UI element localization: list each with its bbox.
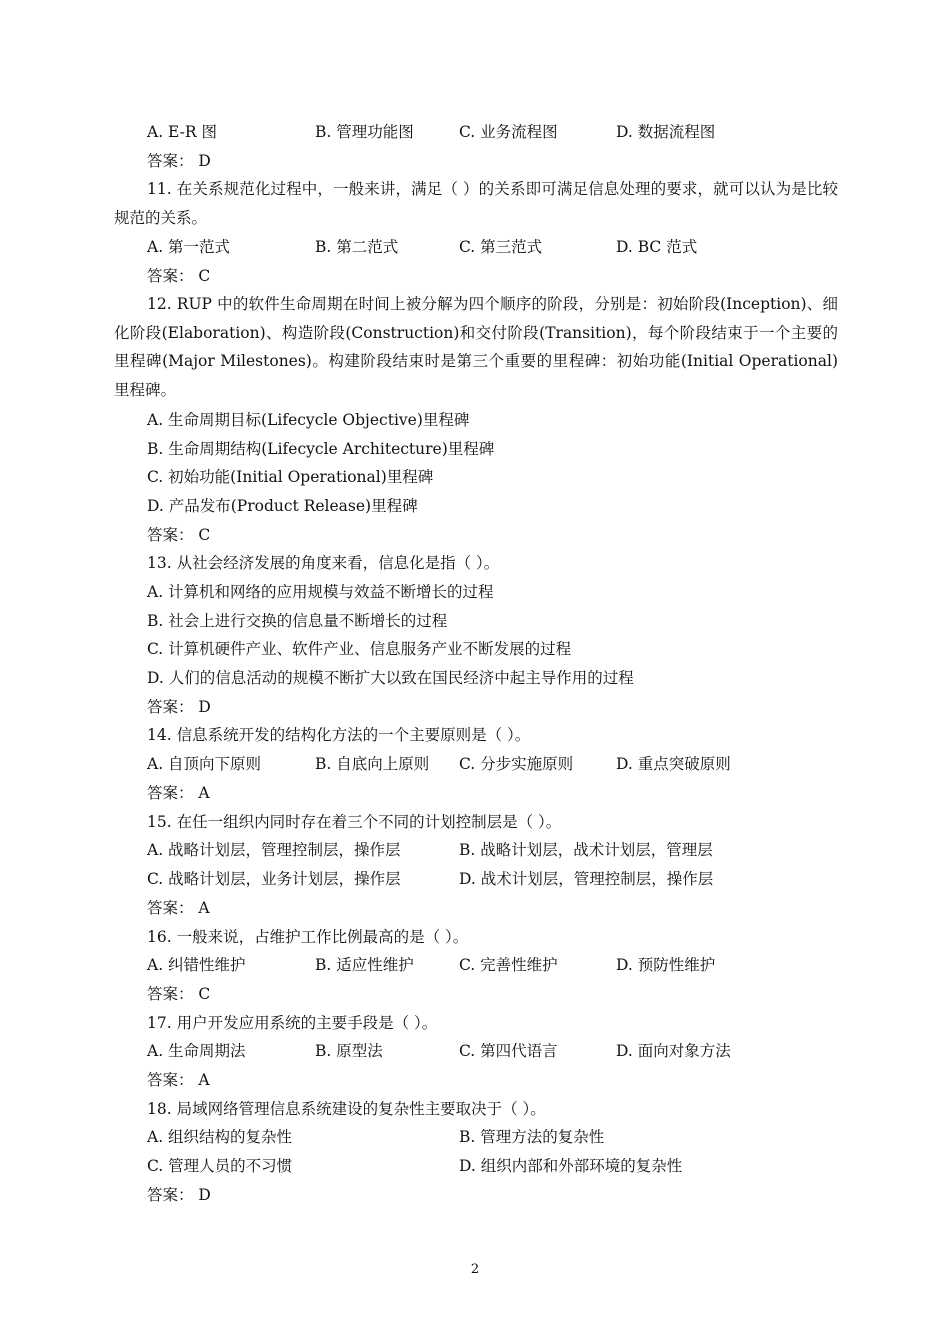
q15-stem: 15. 在任一组织内同时存在着三个不同的计划控制层是（ ）。 bbox=[147, 813, 562, 831]
q10-option-b: B. 管理功能图 bbox=[315, 123, 414, 141]
q18-option-d: D. 组织内部和外部环境的复杂性 bbox=[459, 1157, 683, 1175]
q12-answer: 答案： C bbox=[147, 526, 211, 544]
q18-stem: 18. 局域网络管理信息系统建设的复杂性主要取决于（ ）。 bbox=[147, 1100, 546, 1118]
q14-option-a: A. 自顶向下原则 bbox=[147, 755, 262, 773]
q15-answer: 答案： A bbox=[147, 899, 210, 917]
q18-option-c: C. 管理人员的不习惯 bbox=[147, 1157, 293, 1175]
q16-option-a: A. 纠错性维护 bbox=[147, 956, 246, 974]
q16-answer: 答案： C bbox=[147, 985, 211, 1003]
q12-stem: 12. RUP 中的软件生命周期在时间上被分解为四个顺序的阶段，分别是：初始阶段(Inception)、细化阶段(Elaboration)、构造阶段(Construction)和交付阶段(Transition)，每个阶段结束于一个主要的里程碑(Major Milestones)。构建阶段结束时是第三个重要的里程碑：初始功能(Initial Operational)里程碑。 bbox=[114, 295, 838, 400]
q11-option-c: C. 第三范式 bbox=[459, 238, 543, 256]
q11-stem: 11. 在关系规范化过程中，一般来讲，满足（ ）的关系即可满足信息处理的要求，就可以认为是比较规范的关系。 bbox=[114, 180, 838, 227]
q16-option-b: B. 适应性维护 bbox=[315, 956, 414, 974]
q14-option-b: B. 自底向上原则 bbox=[315, 755, 430, 773]
q15-option-c: C. 战略计划层，业务计划层，操作层 bbox=[147, 870, 401, 888]
q12-option-c: C. 初始功能(Initial Operational)里程碑 bbox=[147, 468, 434, 486]
q10-option-d: D. 数据流程图 bbox=[616, 123, 716, 141]
q10-option-c: C. 业务流程图 bbox=[459, 123, 558, 141]
q13-answer: 答案： D bbox=[147, 698, 211, 716]
q10-answer: 答案： D bbox=[147, 152, 211, 170]
q15-option-d: D. 战术计划层，管理控制层，操作层 bbox=[459, 870, 714, 888]
q17-stem: 17. 用户开发应用系统的主要手段是（ ）。 bbox=[147, 1014, 438, 1032]
q13-option-b: B. 社会上进行交换的信息量不断增长的过程 bbox=[147, 612, 448, 630]
q18-option-a: A. 组织结构的复杂性 bbox=[147, 1128, 293, 1146]
q13-option-d: D. 人们的信息活动的规模不断扩大以致在国民经济中起主导作用的过程 bbox=[147, 669, 634, 687]
q14-option-d: D. 重点突破原则 bbox=[616, 755, 731, 773]
page-number: 2 bbox=[470, 1262, 480, 1277]
q15-option-b: B. 战略计划层，战术计划层，管理层 bbox=[459, 841, 713, 859]
q12-option-b: B. 生命周期结构(Lifecycle Architecture)里程碑 bbox=[147, 440, 495, 458]
q18-answer: 答案： D bbox=[147, 1186, 211, 1204]
q15-option-a: A. 战略计划层，管理控制层，操作层 bbox=[147, 841, 401, 859]
q13-stem: 13. 从社会经济发展的角度来看，信息化是指（ ）。 bbox=[147, 554, 500, 572]
q11-option-d: D. BC 范式 bbox=[616, 238, 698, 256]
q17-answer: 答案： A bbox=[147, 1071, 210, 1089]
q14-answer: 答案： A bbox=[147, 784, 210, 802]
q16-option-d: D. 预防性维护 bbox=[616, 956, 716, 974]
q10-option-a: A. E-R 图 bbox=[147, 123, 217, 141]
q16-option-c: C. 完善性维护 bbox=[459, 956, 558, 974]
q17-option-d: D. 面向对象方法 bbox=[616, 1042, 731, 1060]
q17-option-b: B. 原型法 bbox=[315, 1042, 383, 1060]
q16-stem: 16. 一般来说，占维护工作比例最高的是（ ）。 bbox=[147, 928, 469, 946]
q14-option-c: C. 分步实施原则 bbox=[459, 755, 574, 773]
q11-answer: 答案： C bbox=[147, 267, 211, 285]
q13-option-a: A. 计算机和网络的应用规模与效益不断增长的过程 bbox=[147, 583, 494, 601]
q13-option-c: C. 计算机硬件产业、软件产业、信息服务产业不断发展的过程 bbox=[147, 640, 572, 658]
q11-option-b: B. 第二范式 bbox=[315, 238, 399, 256]
q17-option-a: A. 生命周期法 bbox=[147, 1042, 246, 1060]
q18-option-b: B. 管理方法的复杂性 bbox=[459, 1128, 605, 1146]
q17-option-c: C. 第四代语言 bbox=[459, 1042, 558, 1060]
q12-option-d: D. 产品发布(Product Release)里程碑 bbox=[147, 497, 418, 515]
q14-stem: 14. 信息系统开发的结构化方法的一个主要原则是（ ）。 bbox=[147, 726, 531, 744]
q11-option-a: A. 第一范式 bbox=[147, 238, 231, 256]
q12-option-a: A. 生命周期目标(Lifecycle Objective)里程碑 bbox=[147, 411, 470, 429]
